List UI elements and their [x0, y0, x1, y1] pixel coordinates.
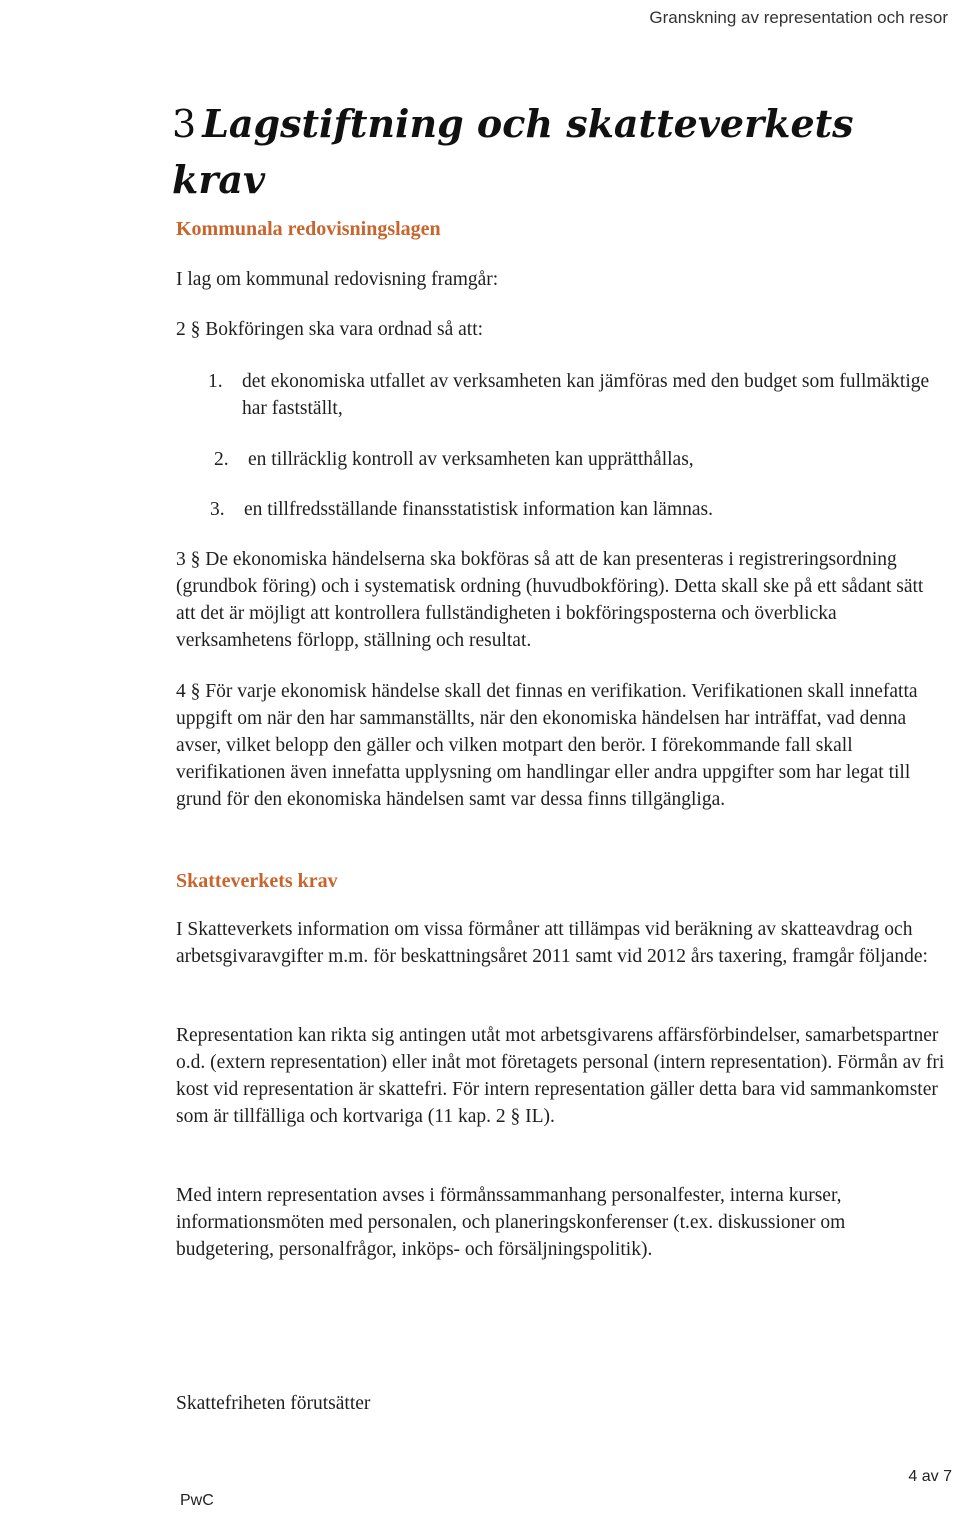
intro-paragraph: I lag om kommunal redovisning framgår:: [176, 269, 499, 290]
skattefriheten-paragraph: Skattefriheten förutsätter: [176, 1393, 371, 1414]
running-header: Granskning av representation och resor: [649, 8, 948, 27]
list-text: en tillfredsställande finansstatistisk information kan lämnas.: [244, 499, 713, 520]
paragraph-3-section: 3 § De ekonomiska händelserna ska bokföras så att de kan presenteras i registreringsordning (grundbok föring) och i systematisk ordning (huvudbokföring). Detta skall ske på ett sådant sätt att det är möjligt att kontrollera fullständigheten i bokföringsposterna och överblicka verksamhetens förlopp, ställning och resultat.: [176, 549, 924, 651]
paragraph-4-section: 4 § För varje ekonomisk händelse skall det finnas en verifikation. Verifikationen skall innefatta uppgift om när den har sammanställts, när den ekonomiska händelsen har inträffat, vad denna avser, vilket belopp den gäller och vilken motpart den berör. I förekommande fall skall verifikationen även innefatta upplysning om handlingar eller andra uppgifter som har legat till grund för den ekonomiska händelsen samt var dessa finns tillgängliga.: [176, 681, 918, 810]
list-item-3: [210, 496, 944, 523]
list-item-1: [208, 368, 952, 422]
section-heading-skatteverket: Skatteverkets krav: [176, 870, 338, 892]
list-number: 1.: [208, 371, 223, 392]
chapter-title-text: Lagstiftning och skatteverkets krav: [172, 101, 854, 202]
chapter-number: 3: [172, 102, 197, 146]
list-number: 3.: [210, 499, 225, 520]
list-number: 2.: [214, 449, 229, 470]
footer-page-number: 4 av 7: [908, 1468, 952, 1485]
skatteverket-intro: I Skatteverkets information om vissa förmåner att tillämpas vid beräkning av skatteavdrag och arbetsgivaravgifter m.m. för beskattningsåret 2011 samt vid 2012 års taxering, framgår följande:: [176, 919, 928, 967]
paragraph-2-section: 2 § Bokföringen ska vara ordnad så att:: [176, 319, 484, 340]
footer-company: PwC: [180, 1492, 214, 1509]
list-text: en tillräcklig kontroll av verksamheten kan upprätthållas,: [248, 449, 694, 470]
list-item-2: [214, 446, 948, 473]
representation-paragraph: Representation kan rikta sig antingen utåt mot arbetsgivarens affärsförbindelser, samarbetspartner o.d. (extern representation) eller inåt mot företagets personal (intern representation). Förmån av fri kost vid representation är skattefri. För intern representation gäller detta bara vid sammankomster som är tillfälliga och kortvariga (11 kap. 2 § IL).: [176, 1025, 945, 1127]
intern-representation-paragraph: Med intern representation avses i förmånssammanhang personalfester, interna kurser, informationsmöten med personalen, och planeringskonferenser (t.ex. diskussioner om budgetering, personalfrågor, inköps- och försäljningspolitik).: [176, 1185, 846, 1260]
section-heading-redovisningslagen: Kommunala redovisningslagen: [176, 218, 441, 240]
chapter-title: [172, 96, 912, 208]
list-text: det ekonomiska utfallet av verksamheten kan jämföras med den budget som fullmäktige har fastställt,: [242, 371, 930, 419]
